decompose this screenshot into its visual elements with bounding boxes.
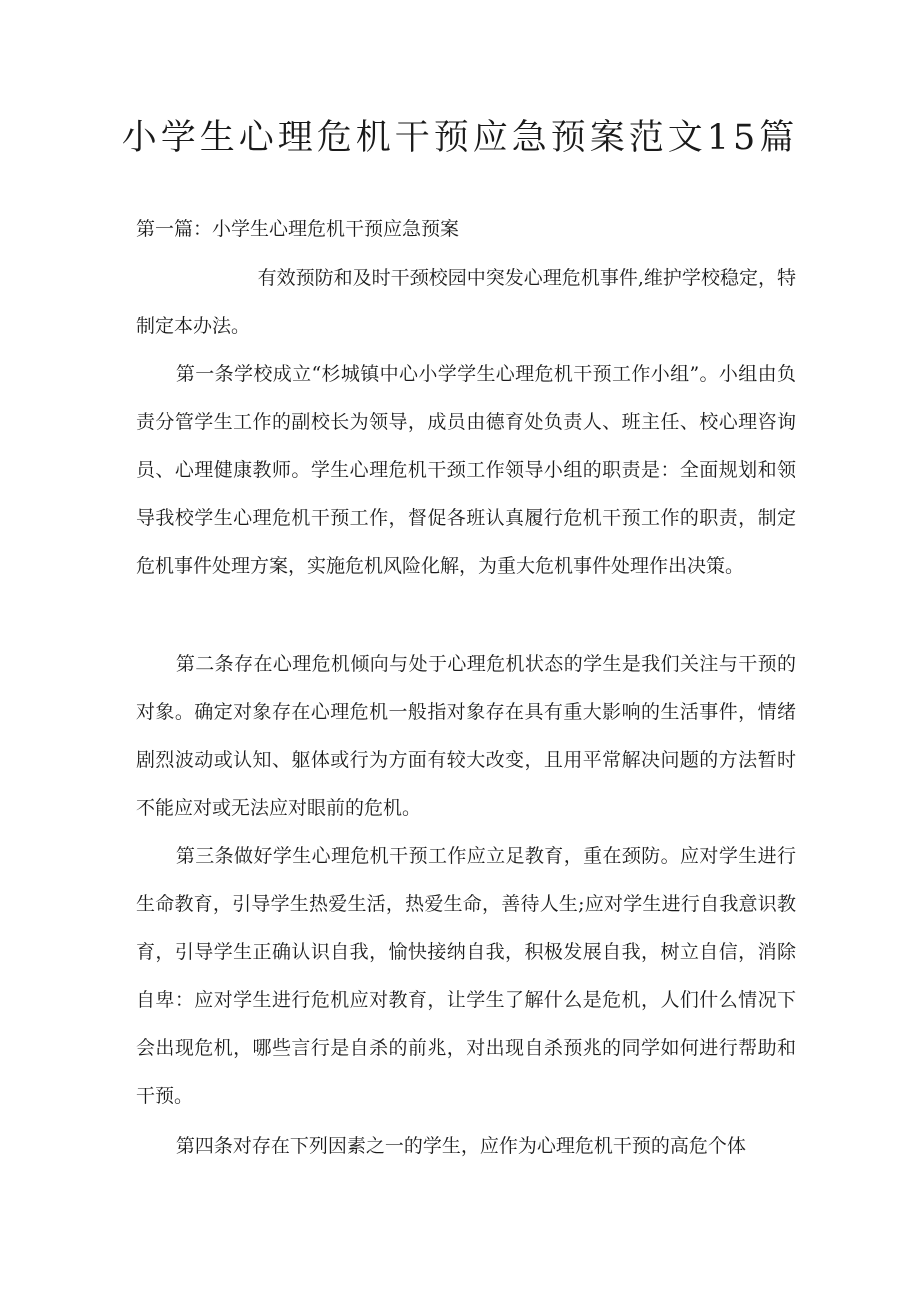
document-title: 小学生心理危机干预应急预案范文15篇 [121,118,799,158]
article-4-paragraph: 第四条对存在下列因素之一的学生，应作为心理危机干预的高危个体 [175,1135,746,1157]
article-3-paragraph: 第三条做好学生心理危机干预工作应立足教育，重在颈防。应对学生进行生命教育，引导学生热爱生活，热爱生命，善待人生;应对学生进行自我意识教育，引导学生正确认识自我，愉快接纳自我，积极发展自我，树立自信，消除自卑：应对学生进行危机应对教育，让学生了解什么是危机，人们什么情况下会出现危机，哪些言行是自杀的前兆，对出现自杀预兆的同学如何进行帮助和干预。 [136,845,796,1107]
section-heading: 第一篇：小学生心理危机干预应急预案 [136,218,460,240]
article-1-paragraph: 第一条学校成立“杉城镇中心小学学生心理危机干预工作小组”。小组由负责分管学生工作的副校长为领导，成员由德育处负责人、班主任、校心理咨询员、心理健康教师。学生心理危机干颈工作领导小组的职责是：全面规划和领导我校学生心理危机干预工作，督促各班认真履行危机干预工作的职责，制定危机事件处理方案，实施危机风险化解，为重大危机事件处理作出决策。 [136,363,796,577]
article-2-paragraph: 第二条存在心理危机倾向与处于心理危机状态的学生是我们关注与干预的对象。确定对象存在心理危机一般指对象存在具有重大影响的生活事件，情绪剧烈波动或认知、躯体或行为方面有较大改变，且用平常解决问题的方法暂时不能应对或无法应对眼前的危机。 [136,653,796,819]
intro-paragraph: 有效预防和及时干颈校园中突发心理危机事件,维护学校稳定，特制定本办法。 [136,267,796,337]
